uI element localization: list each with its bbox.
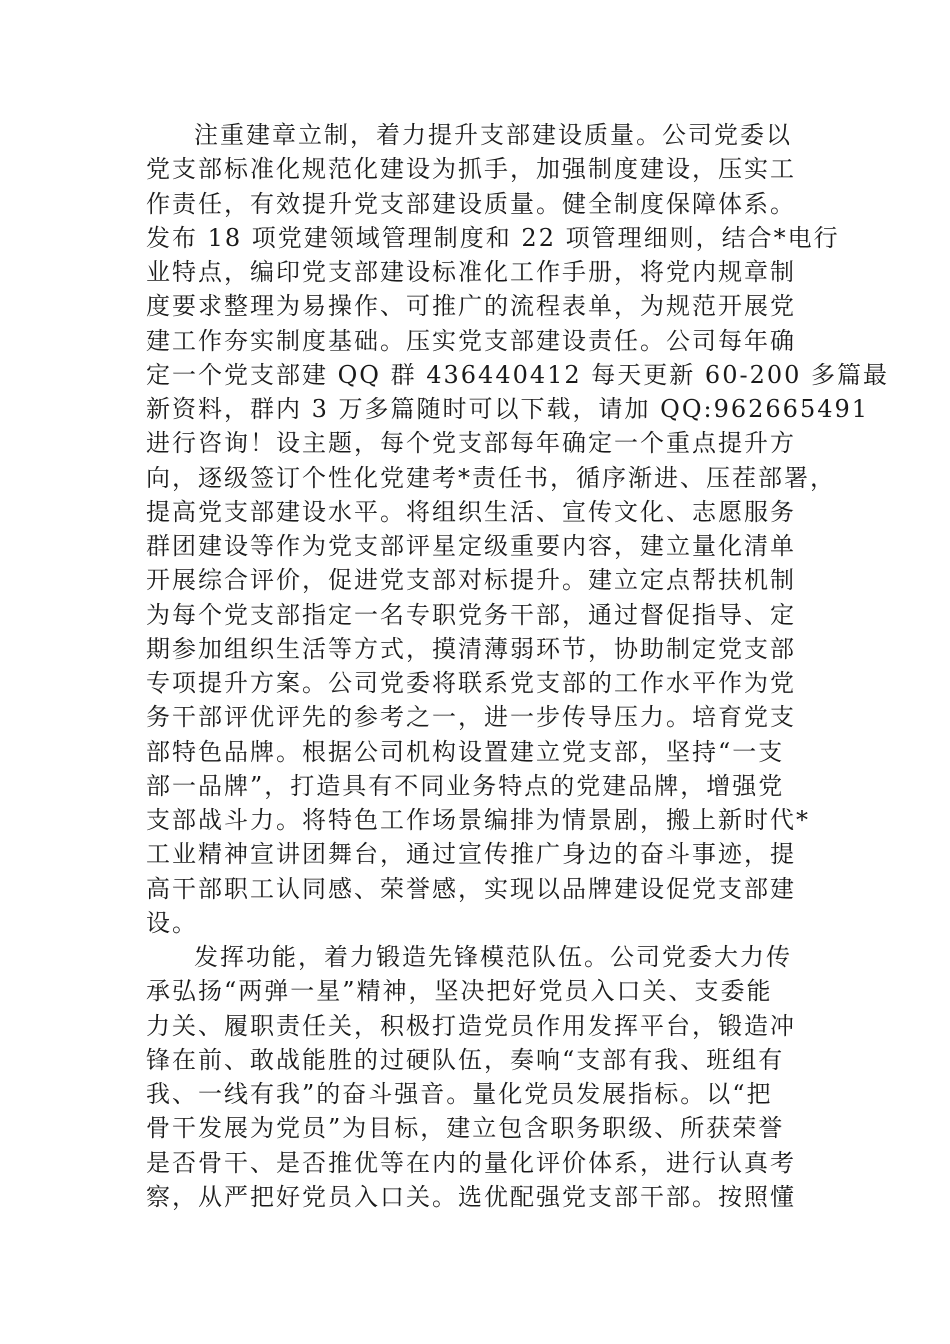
- paragraph-1-line: 向，逐级签订个性化党建考*责任书，循序渐进、压茬部署，: [146, 463, 836, 492]
- paragraph-1-line: 度要求整理为易操作、可推广的流程表单，为规范开展党: [146, 292, 796, 321]
- paragraph-1-line: 务干部评优评先的参考之一，进一步传导压力。培育党支: [146, 703, 796, 732]
- paragraph-1-line: 作责任，有效提升党支部建设质量。健全制度保障体系。: [146, 189, 796, 218]
- paragraph-1-line: 设。: [146, 908, 198, 937]
- paragraph-2-line: 力关、履职责任关，积极打造党员作用发挥平台，锻造冲: [146, 1011, 796, 1040]
- paragraph-2-line: 承弘扬“两弹一星”精神，坚决把好党员入口关、支委能: [146, 977, 773, 1006]
- paragraph-1-line: 支部战斗力。将特色工作场景编排为情景剧，搬上新时代*: [146, 806, 810, 834]
- paragraph-1-line: 发布 18 项党建领域管理制度和 22 项管理细则，结合*电行: [146, 223, 840, 252]
- document-body: [146, 118, 890, 1214]
- paragraph-1-line: 业特点，编印党支部建设标准化工作手册，将党内规章制: [146, 258, 796, 286]
- paragraph-1-line: 期参加组织生活等方式，摸清薄弱环节，协助制定党支部: [146, 634, 796, 663]
- paragraph-1-line: 专项提升方案。公司党委将联系党支部的工作水平作为党: [146, 669, 796, 697]
- paragraph-2-line: 骨干发展为党员”为目标，建立包含职务职级、所获荣誉: [146, 1114, 785, 1143]
- paragraph-1-line: 定一个党支部建 QQ 群 436440412 每天更新 60-200 多篇最: [146, 360, 890, 389]
- paragraph-1-line: 开展综合评价，促进党支部对标提升。建立定点帮扶机制: [146, 566, 796, 595]
- paragraph-2-line: 是否骨干、是否推优等在内的量化评价体系，进行认真考: [146, 1148, 796, 1177]
- paragraph-1-line: 建工作夯实制度基础。压实党支部建设责任。公司每年确: [146, 326, 796, 355]
- paragraph-1-line: 注重建章立制，着力提升支部建设质量。公司党委以: [194, 121, 792, 149]
- paragraph-1-line: 部特色品牌。根据公司机构设置建立党支部，坚持“一支: [146, 737, 785, 766]
- paragraph-1-line: 高干部职工认同感、荣誉感，实现以品牌建设促党支部建: [146, 874, 796, 903]
- paragraph-1-line: 为每个党支部指定一名专职党务干部，通过督促指导、定: [146, 600, 796, 629]
- paragraph-2-line: 发挥功能，着力锻造先锋模范队伍。公司党委大力传: [194, 943, 792, 971]
- paragraph-1-line: 党支部标准化规范化建设为抓手，加强制度建设，压实工: [146, 155, 796, 184]
- paragraph-2-line: 察，从严把好党员入口关。选优配强党支部干部。按照懂: [146, 1182, 796, 1211]
- paragraph-1-line: 群团建设等作为党支部评星定级重要内容，建立量化清单: [146, 532, 796, 560]
- paragraph-1-line: 进行咨询！设主题，每个党支部每年确定一个重点提升方: [146, 429, 796, 458]
- paragraph-1-line: 部一品牌”，打造具有不同业务特点的党建品牌，增强党: [146, 771, 785, 800]
- paragraph-1-line: 工业精神宣讲团舞台，通过宣传推广身边的奋斗事迹，提: [146, 840, 796, 869]
- paragraph-2-line: 我、一线有我”的奋斗强音。量化党员发展指标。以“把: [146, 1080, 773, 1108]
- paragraph-2-line: 锋在前、敢战能胜的过硬队伍，奏响“支部有我、班组有: [146, 1045, 785, 1074]
- paragraph-1-line: 新资料，群内 3 万多篇随时可以下载，请加 QQ:962665491: [146, 395, 870, 423]
- paragraph-1-line: 提高党支部建设水平。将组织生活、宣传文化、志愿服务: [146, 497, 796, 526]
